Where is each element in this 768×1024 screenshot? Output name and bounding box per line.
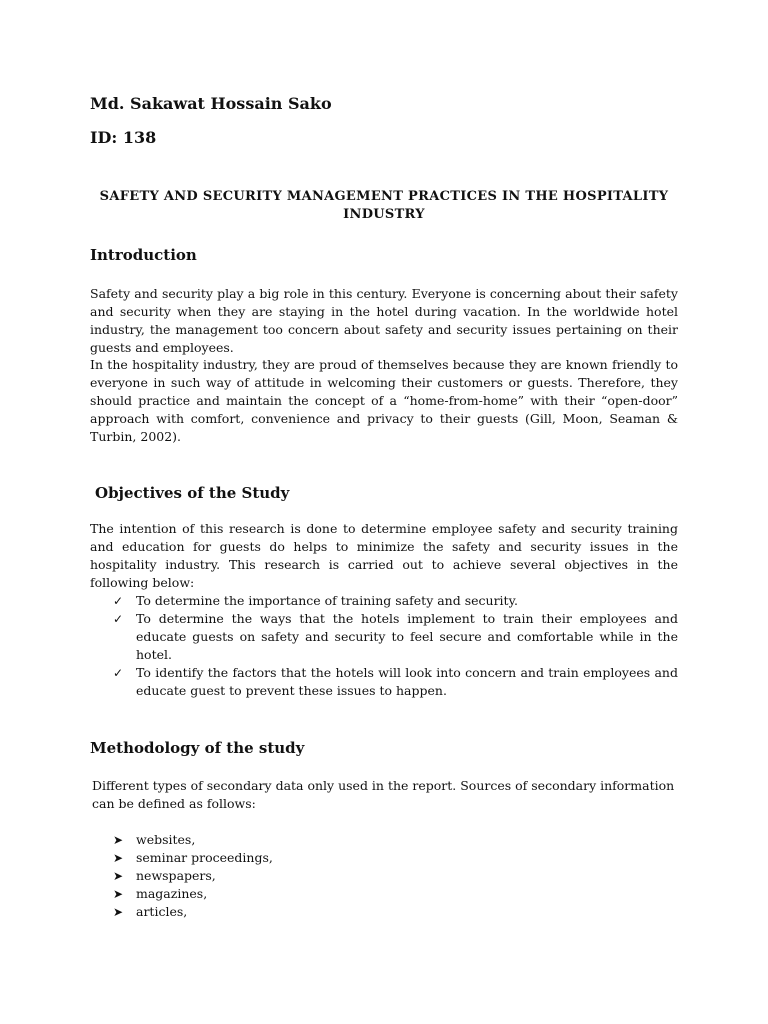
- objective-text: To identify the factors that the hotels will look into concern and train employees and educate guest to prevent these issues to happen.: [136, 665, 678, 698]
- source-text: websites,: [136, 832, 196, 847]
- arrowhead-icon: ➤: [113, 887, 124, 901]
- document-title: SAFETY AND SECURITY MANAGEMENT PRACTICES IN THE HOSPITALITY INDUSTRY: [99, 189, 669, 222]
- source-text: magazines,: [136, 886, 208, 901]
- check-icon: ✓: [113, 666, 124, 680]
- introduction-heading: Introduction: [90, 246, 197, 264]
- objectives-heading: Objectives of the Study: [95, 484, 290, 502]
- objectives-paragraph: The intention of this research is done to determine employee safety and security training and education for guests do helps to minimize the safety and security issues in the hospitality industry. This research is carried out to achieve several objectives in the following below:: [90, 521, 678, 590]
- objectives-list: [113, 592, 678, 700]
- objective-item: [113, 592, 678, 610]
- check-icon: ✓: [113, 612, 124, 626]
- objective-item: [113, 610, 678, 664]
- methodology-paragraph: Different types of secondary data only used in the report. Sources of secondary information can be defined as follows:: [92, 778, 675, 811]
- source-text: seminar proceedings,: [136, 850, 273, 865]
- source-item: [113, 867, 513, 885]
- objective-text: To determine the ways that the hotels implement to train their employees and educate guests on safety and security to feel secure and comfortable while in the hotel.: [136, 611, 678, 662]
- check-icon: ✓: [113, 594, 124, 608]
- secondary-sources-list: [113, 831, 513, 921]
- objective-item: [113, 664, 678, 700]
- objective-text: To determine the importance of training safety and security.: [136, 593, 518, 608]
- introduction-paragraph-2: In the hospitality industry, they are proud of themselves because they are known friendly to everyone in such way of attitude in welcoming their customers or guests. Therefore, they should practice and maintain the concept of a “home-from-home” with their “open-door” approach with comfort, convenience and privacy to their guests (Gill, Moon, Seaman & Turbin, 2002).: [90, 357, 678, 444]
- author-name: Md. Sakawat Hossain Sako: [90, 94, 332, 113]
- source-text: newspapers,: [136, 868, 216, 883]
- source-text: articles,: [136, 904, 188, 919]
- source-item: [113, 903, 513, 921]
- source-item: [113, 831, 513, 849]
- methodology-heading: Methodology of the study: [90, 739, 305, 757]
- source-item: [113, 849, 513, 867]
- student-id: ID: 138: [90, 128, 157, 147]
- introduction-paragraph-1: Safety and security play a big role in this century. Everyone is concerning about their safety and security when they are staying in the hotel during vacation. In the worldwide hotel industry, the management too concern about safety and security issues pertaining on their guests and employees.: [90, 286, 678, 355]
- arrowhead-icon: ➤: [113, 833, 124, 847]
- arrowhead-icon: ➤: [113, 905, 124, 919]
- source-item: [113, 885, 513, 903]
- arrowhead-icon: ➤: [113, 869, 124, 883]
- arrowhead-icon: ➤: [113, 851, 124, 865]
